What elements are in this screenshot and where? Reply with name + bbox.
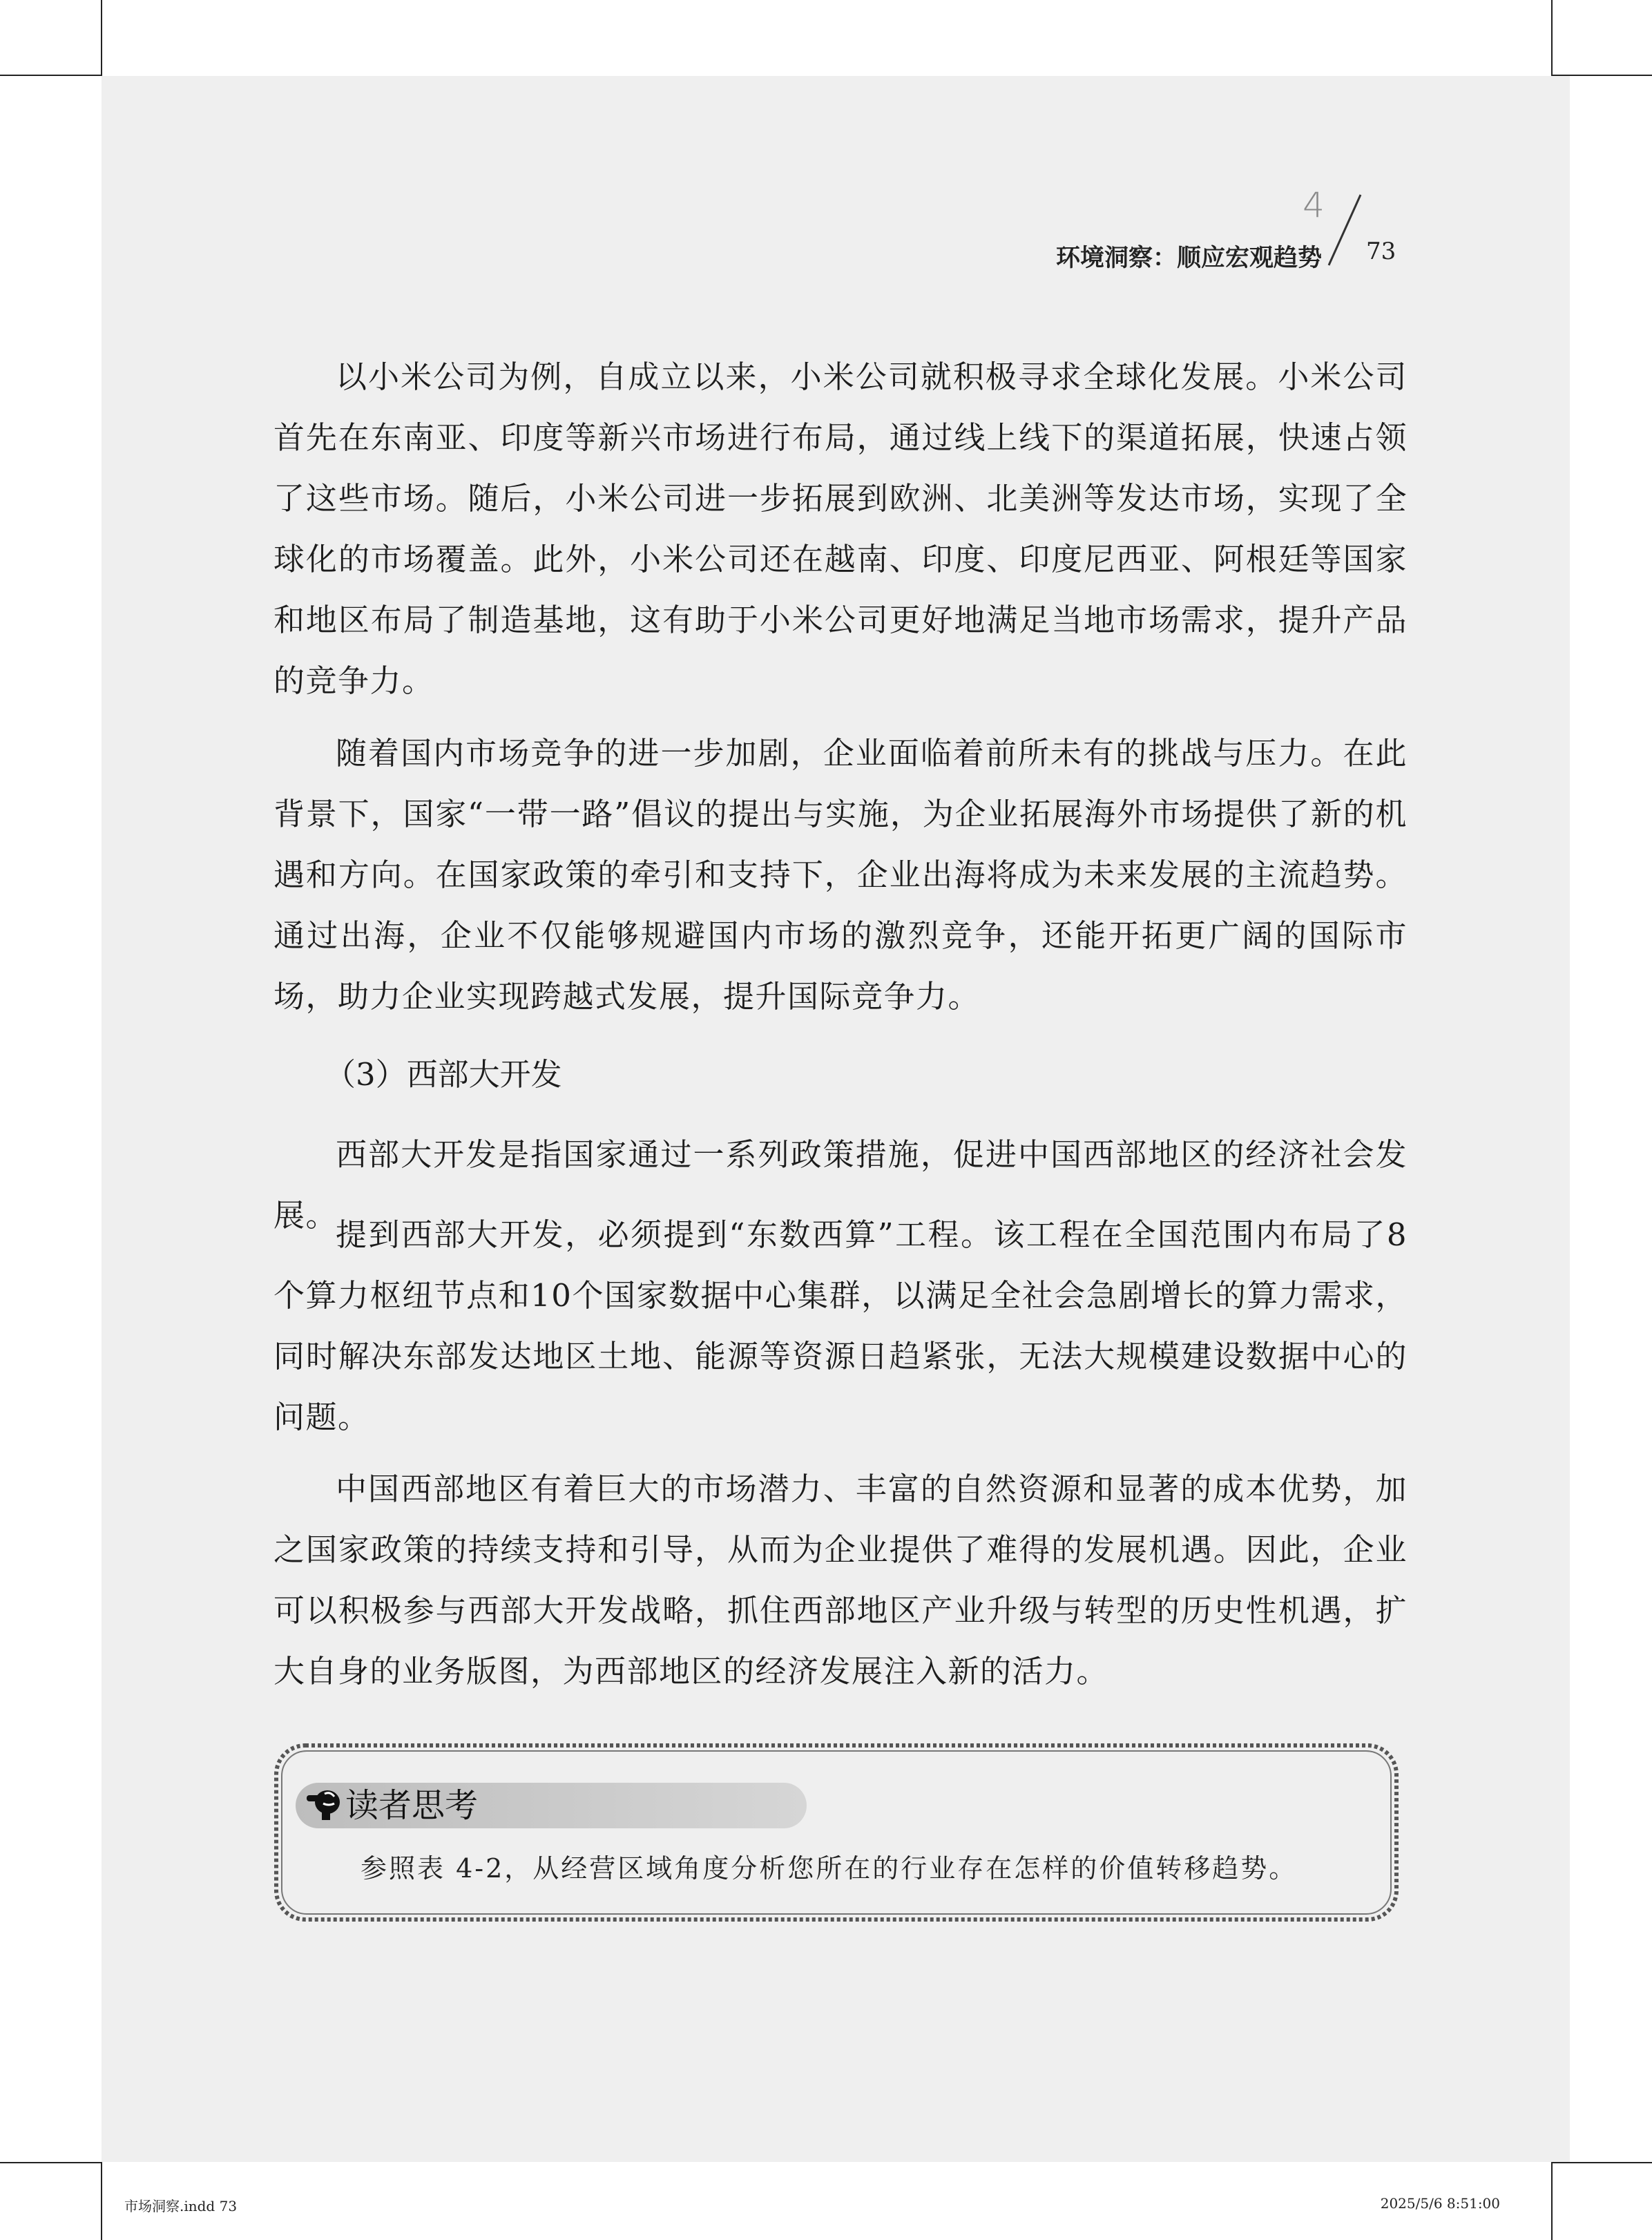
paragraph-western-opportunity: 中国西部地区有着巨大的市场潜力、丰富的自然资源和显著的成本优势，加之国家政策的持续支持和引导，从而为企业提供了难得的发展机遇。因此，企业可以积极参与西部大开发战略，抓住西部地区产业升级与转型的历史性机遇，扩大自身的业务版图，为西部地区的经济发展注入新的活力。 <box>273 1471 1408 1689</box>
footer-timestamp: 2025/5/6 8:51:00 <box>1380 2195 1500 2212</box>
reader-box-frame <box>273 1743 1399 1922</box>
header-slash-divider <box>1325 193 1366 269</box>
page-number: 73 <box>1366 238 1396 265</box>
chapter-title: 环境洞察：顺应宏观趋势 <box>1055 245 1322 272</box>
reader-reflection-box <box>273 1743 1399 1922</box>
paragraph-east-data-west-compute: 提到西部大开发，必须提到“东数西算”工程。该工程在全国范围内布局了8个算力枢纽节点和10个国家数据中心集群，以满足全社会急剧增长的算力需求，同时解决东部发达地区土地、能源等资源日趋紧张，无法大规模建设数据中心的问题。 <box>273 1216 1408 1435</box>
pointing-hand-icon <box>305 1784 344 1821</box>
paragraph-western-development: 西部大开发是指国家通过一系列政策措施，促进中国西部地区的经济社会发展。 <box>273 1136 1408 1234</box>
chapter-number: 4 <box>1303 185 1325 225</box>
reader-box-title: 读者思考 <box>345 1786 479 1825</box>
footer-file-name: 市场洞察.indd 73 <box>124 2198 238 2214</box>
section-subheading: （3）西部大开发 <box>325 1056 562 1093</box>
paragraph-overseas: 随着国内市场竞争的进一步加剧，企业面临着前所未有的挑战与压力。在此背景下，国家“一带一路”倡议的提出与实施，为企业拓展海外市场提供了新的机遇和方向。在国家政策的牵引和支持下，企业出海将成为未来发展的主流趋势。通过出海，企业不仅能够规避国内市场的激烈竞争，还能开拓更广阔的国际市场，助力企业实现跨越式发展，提升国际竞争力。 <box>273 735 1408 1015</box>
paragraph-xiaomi: 以小米公司为例，自成立以来，小米公司就积极寻求全球化发展。小米公司首先在东南亚、印度等新兴市场进行布局，通过线上线下的渠道拓展，快速占领了这些市场。随后，小米公司进一步拓展到欧洲、北美洲等发达市场，实现了全球化的市场覆盖。此外，小米公司还在越南、印度、印度尼西亚、阿根廷等国家和地区布局了制造基地，这有助于小米公司更好地满足当地市场需求，提升产品的竞争力。 <box>273 358 1408 699</box>
reader-box-question: 参照表 4-2，从经营区域角度分析您所在的行业存在怎样的价值转移趋势。 <box>361 1853 1298 1884</box>
